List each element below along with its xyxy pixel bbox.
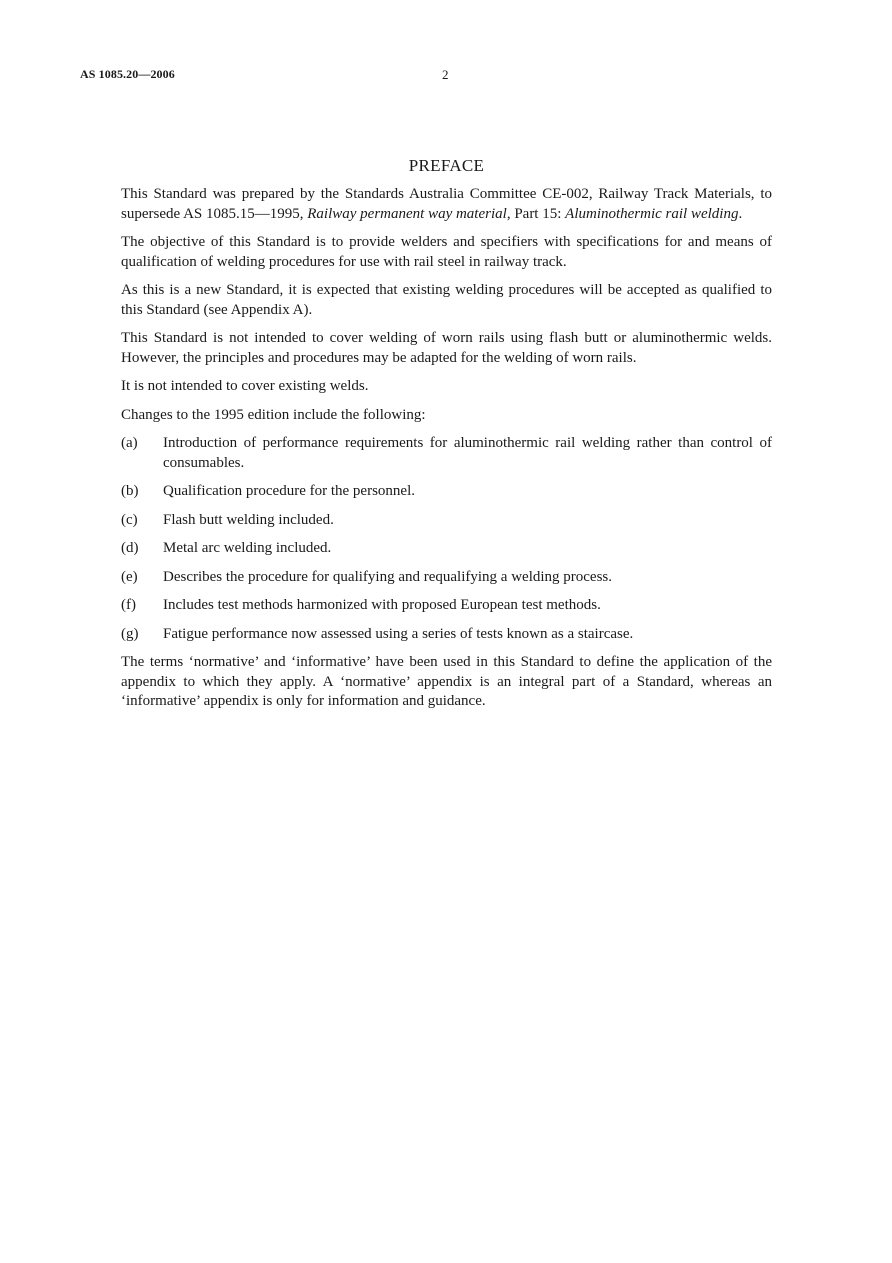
list-item-marker: (a) bbox=[121, 435, 138, 451]
list-item bbox=[121, 568, 772, 588]
preface-p1-text-c: . bbox=[738, 205, 743, 222]
preface-p1-text-a: This Standard was prepared by the Standards Australia Committee CE-002, Railway Track Materials, to supersede AS 1085.15—1995, bbox=[121, 186, 772, 222]
list-item-marker: (g) bbox=[121, 625, 139, 642]
list-item bbox=[121, 539, 772, 559]
document-identifier: AS 1085.20—2006 bbox=[80, 67, 175, 81]
list-item-text: Flash butt welding included. bbox=[163, 511, 334, 528]
page-number: 2 bbox=[442, 67, 449, 82]
preface-paragraph-1 bbox=[121, 185, 772, 224]
preface-paragraph-6: Changes to the 1995 edition include the following: bbox=[121, 406, 426, 423]
list-item-text: Metal arc welding included. bbox=[163, 540, 332, 556]
preface-paragraph-3: As this is a new Standard, it is expected that existing welding procedures will be accepted as qualified to this Standard (see Appendix A). bbox=[121, 282, 772, 318]
list-item bbox=[121, 625, 772, 645]
changes-list bbox=[121, 434, 772, 644]
running-header bbox=[80, 67, 812, 83]
list-item-text: Includes test methods harmonized with proposed European test methods. bbox=[163, 597, 601, 613]
list-item-text: Describes the procedure for qualifying and requalifying a welding process. bbox=[163, 568, 613, 585]
list-item bbox=[121, 596, 772, 616]
preface-paragraph-4: This Standard is not intended to cover welding of worn rails using flash butt or aluminothermic welds. However, the principles and procedures may be adapted for the welding of worn rails. bbox=[121, 330, 772, 366]
preface-p1-italic-part-title: Aluminothermic rail welding bbox=[565, 205, 739, 222]
list-item-text: Introduction of performance requirements for aluminothermic rail welding rather than control of consumables. bbox=[163, 435, 772, 471]
list-item-marker: (c) bbox=[121, 511, 138, 528]
preface-section bbox=[121, 156, 772, 721]
preface-paragraph-2: The objective of this Standard is to provide welders and specifiers with specifications for and means of qualification of welding procedures for use with rail steel in railway track. bbox=[121, 234, 772, 270]
list-item bbox=[121, 511, 772, 531]
preface-heading: PREFACE bbox=[408, 156, 485, 175]
list-item-marker: (b) bbox=[121, 483, 139, 499]
list-item-text: Fatigue performance now assessed using a series of tests known as a staircase. bbox=[163, 625, 634, 642]
list-item-text: Qualification procedure for the personnel. bbox=[163, 483, 415, 499]
list-item-marker: (d) bbox=[121, 540, 139, 556]
preface-paragraph-7: The terms ‘normative’ and ‘informative’ have been used in this Standard to define the application of the appendix to which they apply. A ‘normative’ appendix is an integral part of a Standard, whereas an ‘informative’ appendix is only for information and guidance. bbox=[121, 654, 772, 709]
list-item-marker: (f) bbox=[121, 597, 136, 613]
preface-paragraph-5: It is not intended to cover existing welds. bbox=[121, 378, 369, 394]
list-item-marker: (e) bbox=[121, 568, 138, 585]
preface-p1-italic-title: Railway permanent way material bbox=[307, 205, 507, 222]
preface-p1-text-b: , Part 15: bbox=[506, 205, 566, 222]
list-item bbox=[121, 482, 772, 502]
list-item bbox=[121, 434, 772, 473]
